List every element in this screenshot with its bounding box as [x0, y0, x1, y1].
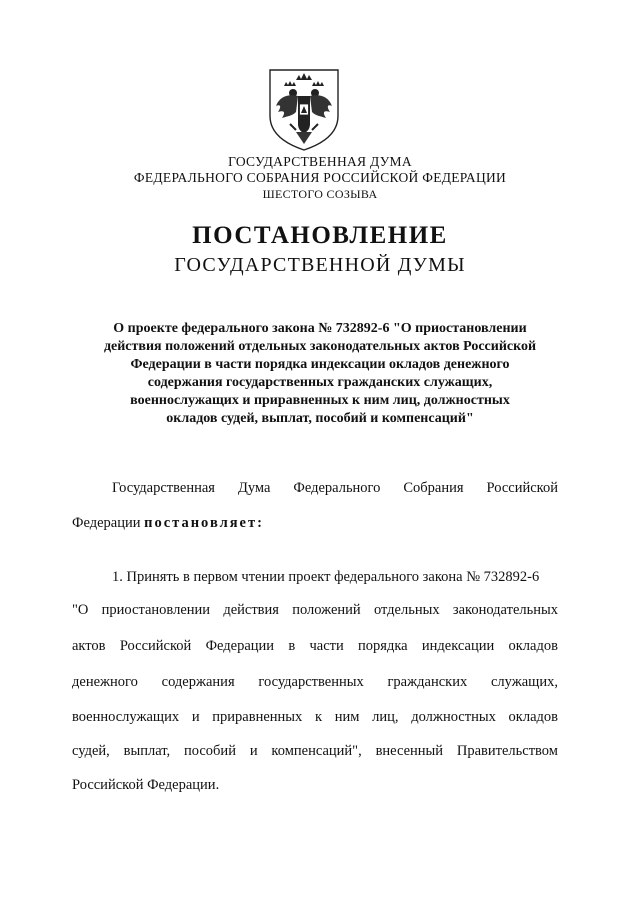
item1-word: положений	[292, 602, 361, 618]
item1-word: и	[191, 709, 200, 725]
issuer-line-3: ШЕСТОГО СОЗЫВА	[262, 187, 378, 201]
item1-word: отдельных	[373, 602, 440, 618]
subject-line: содержания государственных гражданских служащих,	[147, 375, 493, 390]
subject-line: О проекте федерального закона № 732892-6 "О приостановлении	[113, 321, 527, 336]
preamble-word: Государственная	[112, 480, 215, 496]
item1-word: в	[288, 638, 296, 654]
item1-word: компенсаций",	[271, 743, 362, 759]
issuer-header	[0, 154, 640, 202]
item1-line-1: 1. Принять в первом чтении проект федерального закона № 732892-6	[112, 569, 540, 585]
issuer-line-2: ФЕДЕРАЛЬНОГО СОБРАНИЯ РОССИЙСКОЙ ФЕДЕРАЦИИ	[133, 170, 507, 185]
item1-word: содержания	[161, 674, 235, 690]
item1-word: государственных	[258, 674, 364, 690]
resolves-word: постановляет:	[144, 515, 264, 531]
item1-word: актов	[72, 638, 106, 654]
item1-word: окладов	[508, 638, 558, 654]
item1-word: гражданских	[387, 674, 468, 690]
item1-line-2	[72, 602, 558, 619]
preamble-line-1	[112, 480, 558, 497]
item1-word: к	[315, 709, 323, 725]
document-subtitle: ГОСУДАРСТВЕННОЙ ДУМЫ	[174, 254, 466, 276]
item1-line-3	[72, 638, 558, 655]
item1-word: законодательных	[452, 602, 558, 618]
item1-word: лиц,	[372, 709, 399, 725]
issuer-line-1: ГОСУДАРСТВЕННАЯ ДУМА	[228, 154, 412, 169]
item1-word: приостановлении	[101, 602, 211, 618]
item1-word: выплат,	[123, 743, 171, 759]
preamble-line-2	[72, 515, 264, 532]
item1-line-6	[72, 743, 558, 760]
subject-line: окладов судей, выплат, пособий и компенсаций"	[166, 411, 474, 426]
item1-word: военнослужащих	[72, 709, 180, 725]
coat-of-arms-emblem	[266, 66, 342, 152]
document-title: ПОСТАНОВЛЕНИЕ	[192, 222, 448, 249]
item1-word: Федерации	[205, 638, 275, 654]
item1-word: служащих,	[490, 674, 558, 690]
preamble-word: Российской	[486, 480, 558, 496]
document-subject	[80, 320, 560, 428]
item1-word: части	[309, 638, 344, 654]
preamble-word: Дума	[237, 480, 271, 496]
item1-word: порядка	[358, 638, 408, 654]
item1-word: внесенный	[375, 743, 444, 759]
item1-line-5	[72, 709, 558, 726]
item1-word: пособий	[184, 743, 236, 759]
item1-word: приравненных	[212, 709, 303, 725]
item1-line-7: Российской Федерации.	[72, 777, 220, 793]
subject-line: военнослужащих и приравненных к ним лиц, должностных	[130, 393, 510, 408]
item1-word: и	[249, 743, 258, 759]
item1-word: судей,	[72, 743, 110, 759]
item1-word: должностных	[411, 709, 496, 725]
preamble-word: Федерального	[293, 480, 381, 496]
item1-word: окладов	[508, 709, 558, 725]
item1-word: Правительством	[456, 743, 558, 759]
item1-word: действия	[223, 602, 279, 618]
subject-line: Федерации в части порядка индексации окладов денежного	[130, 357, 510, 372]
item1-word: ним	[334, 709, 360, 725]
item1-word: индексации	[421, 638, 495, 654]
preamble-text: Федерации	[72, 515, 145, 531]
preamble-word: Собрания	[403, 480, 464, 496]
item1-word: Российской	[119, 638, 192, 654]
item1-word: денежного	[72, 674, 138, 690]
item1-word: "О	[72, 602, 89, 618]
subject-line: действия положений отдельных законодательных актов Российской	[103, 339, 537, 354]
item1-line-4	[72, 674, 558, 691]
